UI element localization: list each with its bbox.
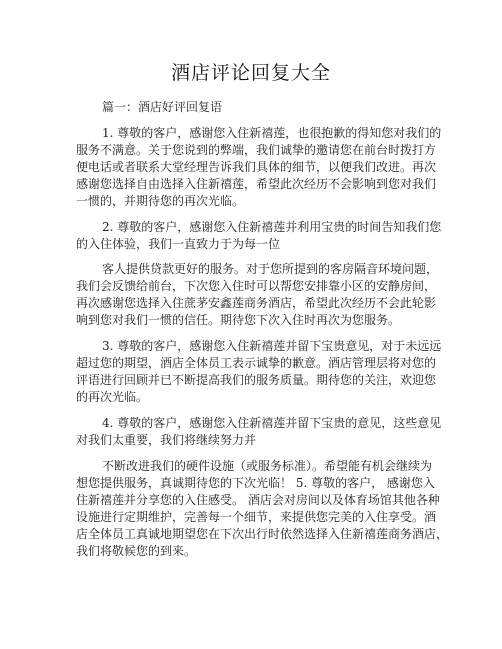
paragraph-line: 响到您对我们一惯的信任。期待您下次入住时再次为您服务。: [76, 313, 401, 327]
paragraph-line: 我们将敬候您的到来。: [76, 544, 197, 558]
paragraph-line: 评语进行回顾并已不断提高我们的服务质量。期待您的关注，欢迎您: [76, 373, 437, 387]
paragraph-line: 感谢您选择自由选择入住新禧莲，希望此次经历不会影响到您对我们: [76, 177, 437, 191]
document-title: 酒店评论回复大全: [170, 62, 331, 84]
paragraph-line: 客人提供贷款更好的服务。对于您所提到的客房隔音环境问题，: [102, 262, 439, 276]
paragraph-line: 店全体员工真诚地期望您在下次出行时依然选择入住新禧莲商务酒店，: [76, 527, 449, 541]
paragraph-line: 对我们太重要，我们将继续努力并: [76, 433, 257, 447]
paragraph-line: 2. 尊敬的客户，感谢您入住新禧莲并利用宝贵的时间告知我们您: [102, 220, 442, 234]
paragraph-line: 服务不满意。关于您说到的弊端，我们诚挚的邀请您在前台时拨打方: [76, 143, 437, 157]
paragraph-line: 住新禧莲并分享您的入住感受。 酒店会对房间以及体育场馆其他各种: [76, 493, 440, 507]
paragraph-line: 4. 尊敬的客户，感谢您入住新禧莲并留下宝贵的意见，这些意见: [102, 416, 442, 430]
paragraph-line: 想您提供服务，真诚期待您的下次光临！ 5. 尊敬的客户， 感谢您入: [76, 476, 435, 490]
paragraph-line: 3. 尊敬的客户，感谢您入住新禧莲并留下宝贵意见，对于未远远: [102, 339, 442, 353]
section-heading: 篇一：酒店好评回复语: [102, 100, 223, 114]
paragraph-line: 便电话或者联系大堂经理告诉我们具体的细节，以便我们改进。再次: [76, 160, 437, 174]
paragraph-line: 再次感谢您选择入住蔗茅安鑫莲商务酒店，希望此次经历不会此轮影: [76, 296, 437, 310]
paragraph-line: 设施进行定期维护，完善每一个细节，来提供您完美的入住享受。酒: [76, 510, 437, 524]
paragraph-line: 我们会反馈给前台，下次您入住时可以帮您安排靠小区的安静房间，: [76, 279, 437, 293]
paragraph-line: 一惯的，并期待您的再次光临。: [76, 194, 245, 208]
paragraph-line: 1. 尊敬的客户，感谢您入住新禧莲，也很抱歉的得知您对我们的: [102, 126, 442, 140]
paragraph-line: 超过您的期望，酒店全体员工表示诚挚的歉意。酒店管理层将对您的: [76, 356, 437, 370]
paragraph-line: 的再次光临。: [76, 390, 149, 404]
paragraph-line: 的入住体验，我们一直致力于为每一位: [76, 237, 281, 251]
paragraph-line: 不断改进我们的硬件设施（或服务标准）。希望能有机会继续为: [102, 459, 433, 473]
